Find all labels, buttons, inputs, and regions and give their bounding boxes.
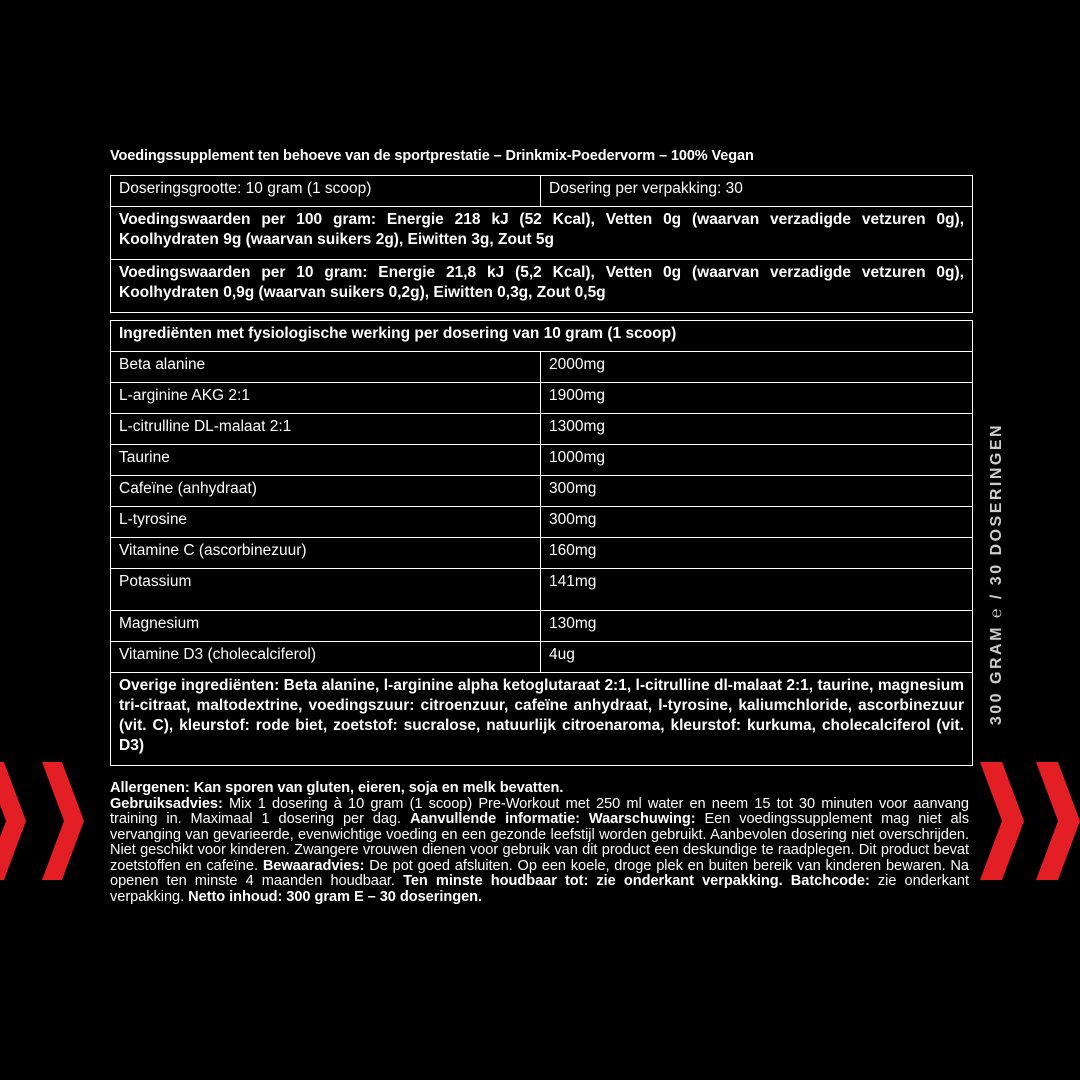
ingredient-amount: 1900mg bbox=[541, 383, 973, 414]
ingredient-name: Taurine bbox=[111, 445, 541, 476]
storage-label: Bewaaradvies: bbox=[262, 857, 365, 874]
usage-text: Mix 1 dosering à 10 gram (1 scoop) Pre-Workout met 250 ml water en neem 15 tot 30 minuten voor aanvang training in. Maximaal 1 dosering per dag. bbox=[110, 795, 969, 827]
additional-label: Aanvullende informatie: Waarschuwing: bbox=[409, 811, 696, 827]
ingredient-name: Magnesium bbox=[111, 611, 541, 642]
usage-label: Gebruiksadvies: bbox=[110, 795, 223, 812]
dosing-size: Doseringsgrootte: 10 gram (1 scoop) bbox=[111, 176, 541, 207]
additional-text: Een voedingssupplement mag niet als vervanging van gevarieerde, evenwichtige voeding en een gezonde leefstijl worden gebruikt. Aanbevolen dosering niet overschrijden. Niet geschikt voor kinderen. Zwangere vrouwen dienen voor gebruik van dit product een deskundige te raadplegen. Dit product bevat zoetstoffen en cafeïne. bbox=[110, 811, 969, 874]
ingredient-name: Vitamine D3 (cholecalciferol) bbox=[111, 642, 541, 673]
left-chevrons-icon bbox=[0, 762, 90, 880]
nutrition-per-10g: Voedingswaarden per 10 gram: Energie 21,8 kJ (5,2 Kcal), Vetten 0g (waarvan verzadigde vetzuren 0g), Koolhydraten 0,9g (waarvan suikers 0,2g), Eiwitten 0,3g, Zout 0,5g bbox=[111, 260, 973, 313]
ingredients-header: Ingrediënten met fysiologische werking per dosering van 10 gram (1 scoop) bbox=[111, 321, 973, 352]
batch-label: Batchcode: bbox=[790, 873, 870, 889]
side-label: 300 GRAM ℮ / 30 DOSERINGEN bbox=[988, 422, 1005, 726]
right-chevrons-icon bbox=[978, 762, 1080, 880]
ingredient-amount: 160mg bbox=[541, 538, 973, 569]
table-row bbox=[111, 321, 973, 352]
ingredient-amount: 130mg bbox=[541, 611, 973, 642]
table-row bbox=[111, 414, 973, 445]
table-row bbox=[111, 673, 973, 766]
table-row bbox=[111, 207, 973, 260]
table-row bbox=[111, 476, 973, 507]
allergens: Allergenen: Kan sporen van gluten, eieren, soja en melk bevatten. bbox=[110, 780, 564, 796]
batch-text: zie onderkant verpakking. bbox=[110, 873, 969, 905]
ingredient-name: L-arginine AKG 2:1 bbox=[111, 383, 541, 414]
nutrition-table bbox=[110, 175, 973, 313]
nutrition-per-100g: Voedingswaarden per 100 gram: Energie 218 kJ (52 Kcal), Vetten 0g (waarvan verzadigde vetzuren 0g), Koolhydraten 9g (waarvan suikers 2g), Eiwitten 3g, Zout 5g bbox=[111, 207, 973, 260]
ingredient-amount: 141mg bbox=[541, 569, 973, 611]
ingredient-amount: 300mg bbox=[541, 476, 973, 507]
ingredient-name: Potassium bbox=[111, 569, 541, 611]
storage-text: De pot goed afsluiten. Op een koele, droge plek en buiten bereik van kinderen bewaren. Na openen ten minste 4 maanden houdbaar. bbox=[110, 857, 969, 889]
table-row bbox=[111, 569, 973, 611]
other-ingredients: Overige ingrediënten: Beta alanine, l-arginine alpha ketoglutaraat 2:1, l-citrulline dl-malaat 2:1, taurine, magnesium tri-citraat, maltodextrine, voedingszuur: citroenzuur, cafeïne anhydraat, l-tyrosine, kaliumchloride, ascorbinezuur (vit. C), kleurstof: rode biet, zoetstof: sucralose, natuurlijk citroenaroma, kleurstof: kurkuma, cholecalciferol (vit. D3) bbox=[111, 673, 973, 766]
ingredient-amount: 300mg bbox=[541, 507, 973, 538]
table-row bbox=[111, 611, 973, 642]
table-row bbox=[111, 642, 973, 673]
product-info bbox=[110, 781, 969, 905]
table-row bbox=[111, 260, 973, 313]
table-row bbox=[111, 507, 973, 538]
table-row bbox=[111, 383, 973, 414]
table-row bbox=[111, 538, 973, 569]
table-row bbox=[111, 445, 973, 476]
ingredient-amount: 1300mg bbox=[541, 414, 973, 445]
table-row bbox=[111, 176, 973, 207]
best-before: Ten minste houdbaar tot: zie onderkant verpakking. bbox=[403, 873, 783, 889]
ingredient-name: Cafeïne (anhydraat) bbox=[111, 476, 541, 507]
ingredients-table bbox=[110, 320, 973, 766]
table-row bbox=[111, 352, 973, 383]
ingredient-amount: 2000mg bbox=[541, 352, 973, 383]
net-content: Netto inhoud: 300 gram E – 30 doseringen. bbox=[188, 888, 483, 905]
ingredient-name: Vitamine C (ascorbinezuur) bbox=[111, 538, 541, 569]
ingredient-name: Beta alanine bbox=[111, 352, 541, 383]
ingredient-name: L-citrulline DL-malaat 2:1 bbox=[111, 414, 541, 445]
ingredient-amount: 4ug bbox=[541, 642, 973, 673]
page-title: Voedingssupplement ten behoeve van de sportprestatie – Drinkmix-Poedervorm – 100% Vegan bbox=[110, 148, 754, 164]
ingredient-amount: 1000mg bbox=[541, 445, 973, 476]
ingredient-name: L-tyrosine bbox=[111, 507, 541, 538]
dosing-per-pack: Dosering per verpakking: 30 bbox=[541, 176, 973, 207]
